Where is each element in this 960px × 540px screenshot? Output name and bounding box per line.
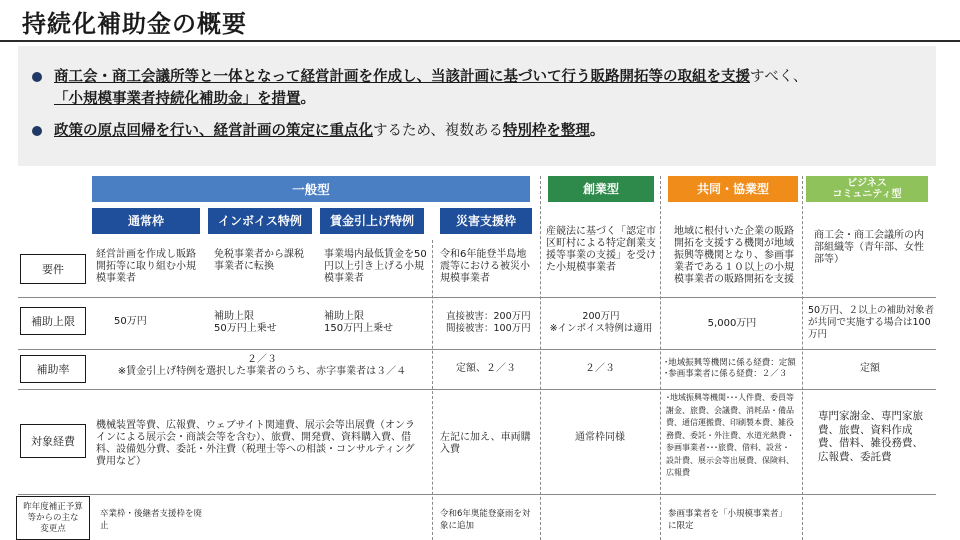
header-tsujo: 通常枠 [92, 208, 200, 234]
bullet-1-text: すべく、 [750, 69, 808, 85]
jogen-saigai-line2: 間接被害：100万円 [446, 323, 531, 334]
column-divider [540, 176, 541, 540]
ritsu-business: 定額 [860, 363, 880, 374]
yoken-business: 商工会・商工会議所の内部組織等（青年部、女性部等） [814, 230, 924, 265]
header-general: 一般型 [92, 176, 530, 202]
jogen-sogyo-line2: ※インボイス特例は適用 [549, 323, 653, 334]
bullet-1-end: 。 [300, 91, 315, 107]
yoken-tsujo: 経営計画を作成し販路開拓等に取り組む小規模事業者 [96, 249, 196, 284]
column-divider [432, 240, 433, 540]
bullet-1-emphasis: 商工会・商工会議所等と一体となって経営計画を作成し、当該計画に基づいて行う販路開拓等の取組を支援 [54, 69, 750, 85]
jogen-saigai-line1: 直接被害：200万円 [446, 311, 531, 322]
ritsu-saigai: 定額、２／３ [456, 363, 516, 374]
row-label-yoken: 要件 [20, 254, 86, 284]
bullet-2-end: 。 [589, 123, 605, 139]
header-business-line2: コミュニティ型 [832, 189, 902, 200]
ritsu-kyodo [664, 358, 802, 380]
ritsu-general-line1: ２／３ [247, 354, 277, 365]
row-divider [18, 494, 936, 495]
summary-box [18, 46, 936, 166]
yoken-chingin: 事業場内最低賃金を50円以上引き上げる小規模事業者 [324, 249, 427, 284]
header-invoice: インボイス特例 [208, 208, 312, 234]
bullet-dot-icon [32, 126, 42, 136]
jogen-business: 50万円、２以上の補助対象者が共同で実施する場合は100万円 [808, 305, 935, 340]
jogen-chingin-line1: 補助上限 [324, 311, 364, 322]
row-label-changes-line1: 昨年度補正予算 [23, 501, 83, 512]
changes-saigai: 令和6年奥能登豪雨を対象に追加 [440, 509, 531, 531]
yoken-sogyo: 産競法に基づく「認定市区町村による特定創業支援等事業の支援」を受けた小規模事業者 [546, 226, 656, 273]
keihi-general: 機械装置等費、広報費、ウェブサイト関連費、展示会等出展費（オンラインによる展示会・商談会等を含む）、旅費、開発費、資料購入費、借料、設備処分費、委託・外注費（税理士等への相談・コンサルティング費用など） [96, 420, 415, 467]
row-label-keihi: 対象経費 [20, 424, 86, 458]
row-label-changes-line3: 変更点 [40, 523, 66, 534]
yoken-invoice: 免税事業者から課税事業者に転換 [214, 249, 304, 272]
page-title: 持続化補助金の概要 [22, 10, 247, 38]
jogen-sogyo-line1: 200万円 [582, 311, 620, 322]
header-business [806, 176, 928, 202]
row-divider [18, 389, 936, 390]
header-business-line1: ビジネス [847, 178, 887, 189]
jogen-saigai [446, 311, 531, 335]
jogen-chingin-line2: 150万円上乗せ [324, 323, 394, 334]
jogen-invoice-line2: 50万円上乗せ [214, 323, 277, 334]
bullet-2-text: するため、複数ある [373, 123, 503, 139]
row-divider [18, 297, 936, 298]
ritsu-sogyo: ２／３ [585, 363, 615, 374]
keihi-sogyo: 通常枠同様 [575, 432, 625, 443]
yoken-saigai: 令和6年能登半島地震等における被災小規模事業者 [440, 249, 530, 284]
jogen-chingin [324, 311, 393, 335]
column-divider [660, 176, 661, 540]
changes-general: 卒業枠・後継者支援枠を廃止 [100, 509, 203, 531]
bullet-2-emphasis-2: 特別枠を整理 [502, 123, 590, 139]
jogen-sogyo [546, 311, 656, 335]
ritsu-general [92, 354, 432, 378]
jogen-tsujo: 50万円 [114, 316, 147, 327]
header-kyodo: 共同・協業型 [668, 176, 798, 202]
header-saigai: 災害支援枠 [440, 208, 532, 234]
jogen-kyodo: 5,000万円 [707, 318, 757, 329]
row-label-changes [16, 496, 90, 540]
row-label-jogen: 補助上限 [20, 307, 86, 335]
yoken-kyodo: 地域に根付いた企業の販路開拓を支援する機関が地域振興等機関となり、参画事業者である１０以上の小規模事業者の販路開拓を支援 [674, 226, 794, 285]
bullet-2-emphasis: 政策の原点回帰を行い、経営計画の策定に重点化 [54, 123, 373, 139]
keihi-kyodo: ･地域振興等機関･･･人件費、委員等謝金、旅費、会議費、消耗品・備品費、通信運搬費、印刷製本費、雑役務費、委託・外注費、水道光熱費 ･参画事業者･･･旅費、借料、設営・設計費、展示会等出展費、保険料、広報費 [666, 393, 794, 477]
ritsu-kyodo-line2: ･参画事業者に係る経費：２／３ [664, 369, 788, 379]
column-divider [802, 176, 803, 540]
changes-kyodo: 参画事業者を「小規模事業者」に限定 [668, 509, 788, 531]
jogen-invoice [214, 311, 277, 335]
row-label-changes-line2: 等からの主な [27, 512, 79, 523]
bullet-1-emphasis-2: 「小規模事業者持続化補助金」を措置 [54, 91, 301, 107]
keihi-business: 専門家謝金、専門家旅費、旅費、資料作成費、借料、雑役務費、広報費、委託費 [818, 410, 923, 463]
row-divider [18, 349, 936, 350]
jogen-invoice-line1: 補助上限 [214, 311, 254, 322]
header-sogyo: 創業型 [548, 176, 654, 202]
ritsu-general-line2: ※賃金引上げ特例を選択した事業者のうち、赤字事業者は３／４ [117, 366, 407, 377]
keihi-saigai: 左記に加え、車両購入費 [440, 432, 531, 455]
header-chingin: 賃金引上げ特例 [320, 208, 424, 234]
title-divider [0, 40, 960, 42]
row-label-ritsu: 補助率 [20, 355, 86, 383]
ritsu-kyodo-line1: ･地域振興等機関に係る経費：定額 [664, 358, 796, 368]
bullet-dot-icon [32, 72, 42, 82]
